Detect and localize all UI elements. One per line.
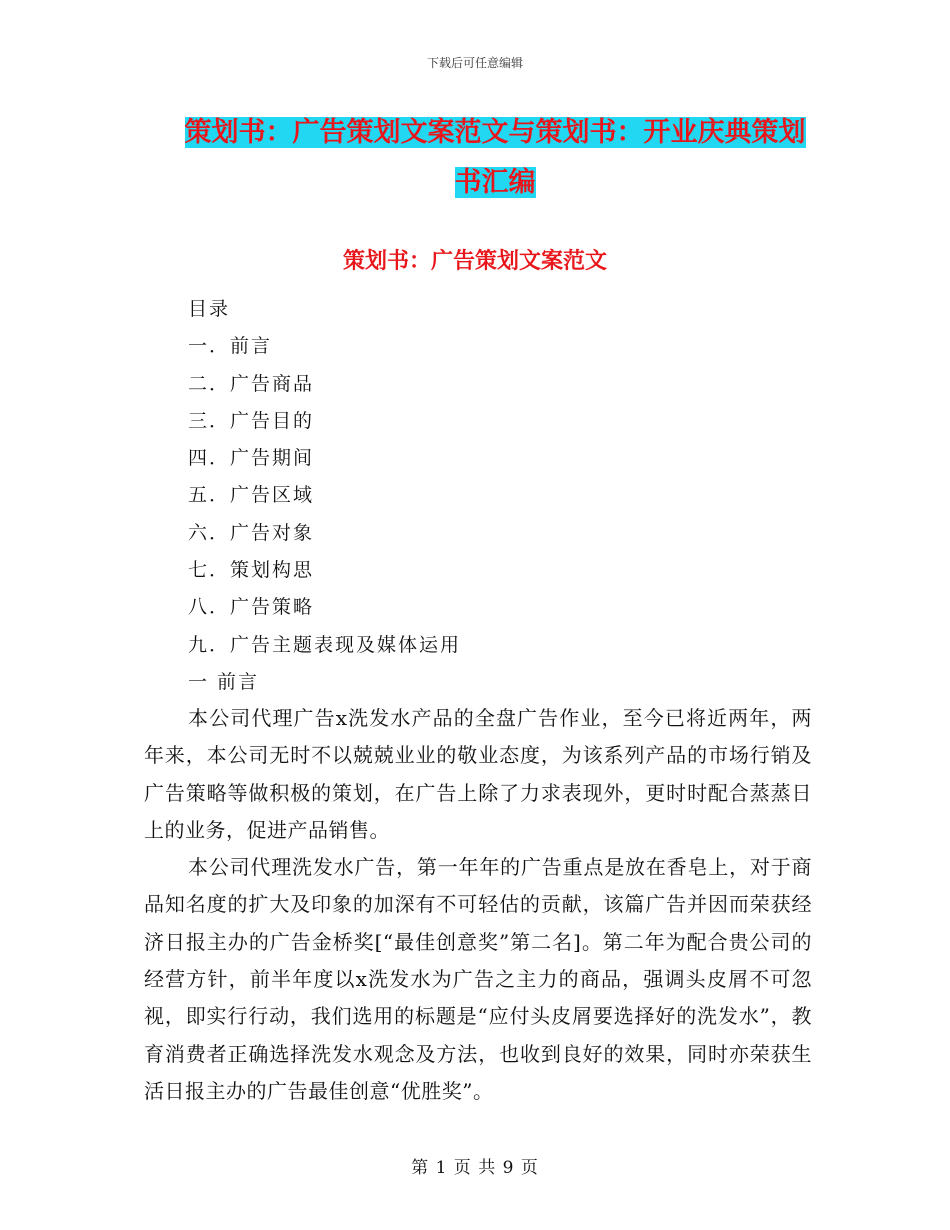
page-footer: 第 1 页 共 9 页 <box>411 1158 539 1178</box>
toc-item: 六．广告对象 <box>188 521 315 544</box>
toc-heading: 目录 <box>188 298 231 320</box>
paragraph: 本公司代理洗发水广告，第一年年的广告重点是放在香皂上，对于商品知名度的扩大及印象的加深有不可轻估的贡献，该篇广告并因而荣获经济日报主办的广告金桥奖[“最佳创意奖”第二名]。第二年为配合贵公司的经营方针，前半年度以x洗发水为广告之主力的商品，强调头皮屑不可忽视，即实行行动，我们选用的标题是“应付头皮屑要选择好的洗发水”，教育消费者正确选择洗发水观念及方法，也收到良好的效果，同时亦荣获生活日报主办的广告最佳创意“优胜奖”。 <box>144 855 812 1103</box>
section-title: 策划书：广告策划文案范文 <box>342 249 607 274</box>
toc-item: 九．广告主题表现及媒体运用 <box>188 633 462 656</box>
page-header-note: 下载后可任意编辑 <box>426 56 523 70</box>
toc-item: 四．广告期间 <box>188 447 315 470</box>
toc-item: 五．广告区域 <box>188 484 315 507</box>
document-title <box>160 108 830 208</box>
section-heading: 一 前言 <box>188 670 260 693</box>
paragraph: 本公司代理广告x洗发水产品的全盘广告作业，至今已将近两年，两年来，本公司无时不以兢兢业业的敬业态度，为该系列产品的市场行销及广告策略等做积极的策划，在广告上除了力求表现外，更时时配合蒸蒸日上的业务，促进产品销售。 <box>144 706 812 842</box>
toc-item: 三．广告目的 <box>188 409 315 432</box>
document-title-line-1: 策划书：广告策划文案范文与策划书：开业庆典策划 <box>184 117 806 148</box>
document-title-line-2: 书汇编 <box>454 167 536 198</box>
body-text <box>144 700 812 1110</box>
toc-item: 八．广告策略 <box>188 596 315 619</box>
toc-item: 二．广告商品 <box>188 372 315 395</box>
toc-item: 七．策划构思 <box>188 559 315 582</box>
table-of-contents <box>188 294 461 704</box>
toc-item: 一．前言 <box>188 335 273 358</box>
